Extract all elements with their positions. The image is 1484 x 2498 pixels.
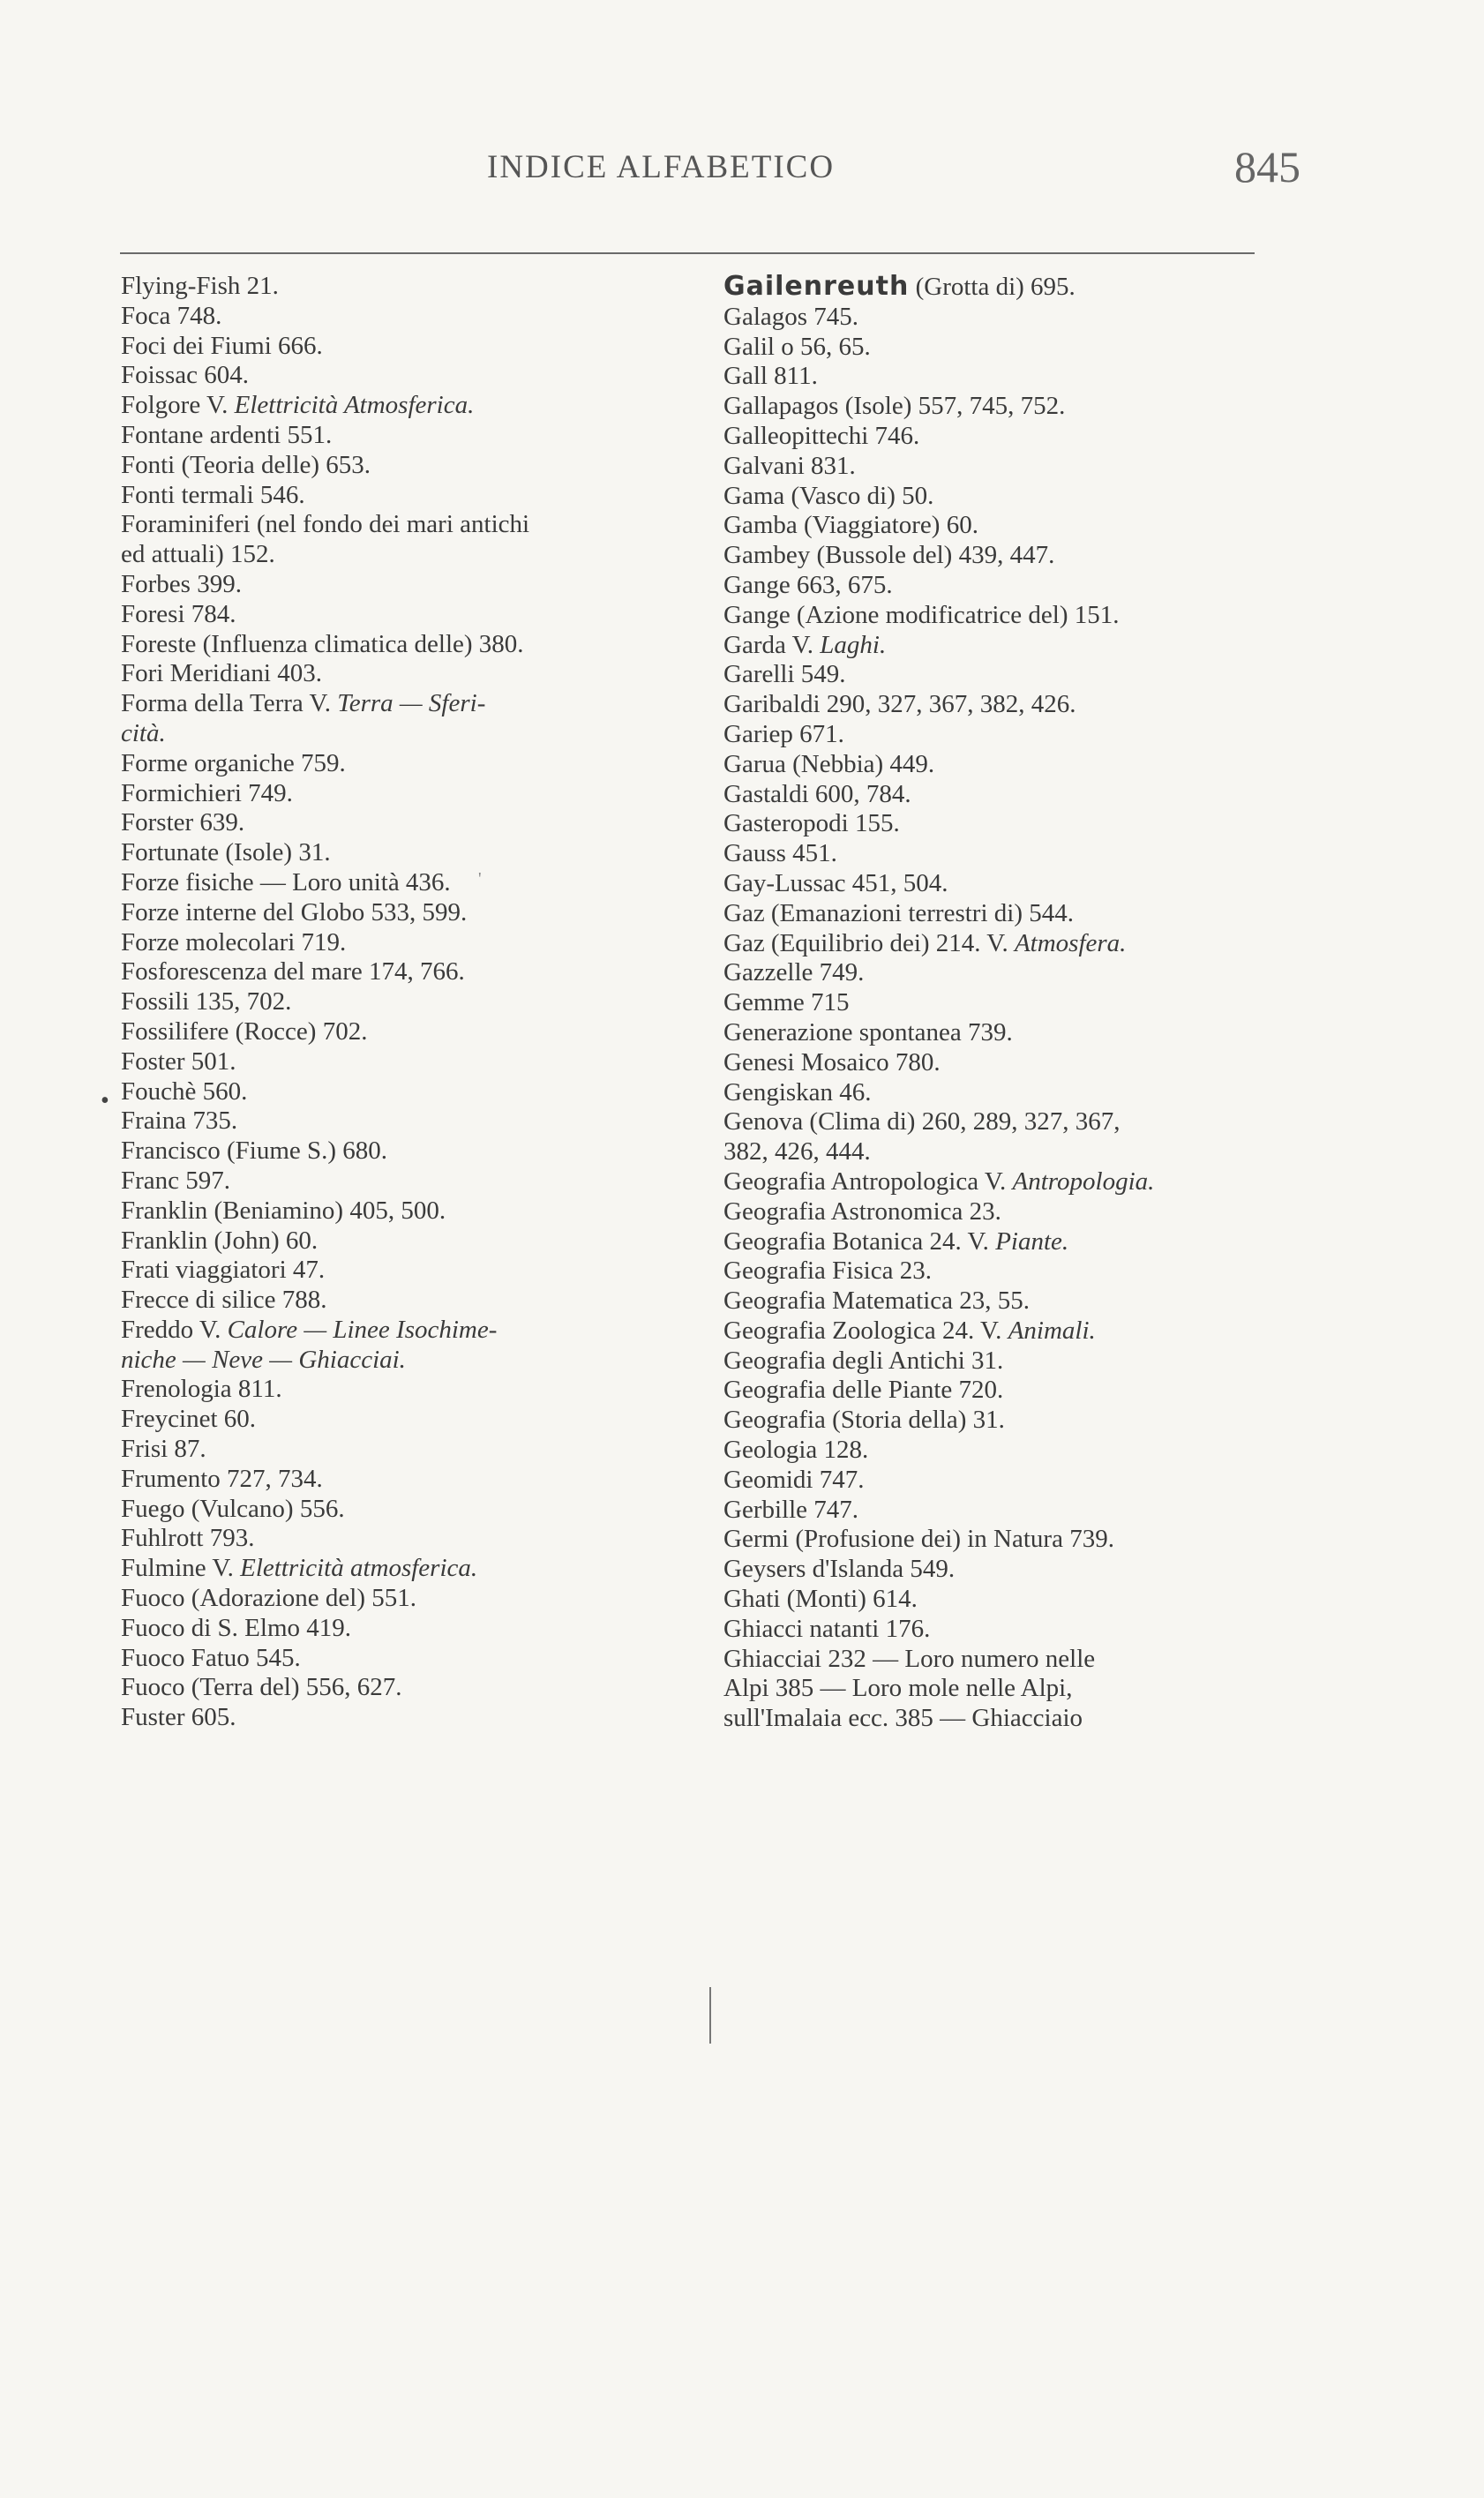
entry-text: Geografia degli Antichi 31. <box>723 1346 1004 1375</box>
index-entry <box>723 1317 1279 1347</box>
index-entry <box>723 362 1279 392</box>
entry-text: Franc 597. <box>121 1166 231 1195</box>
index-entry <box>121 272 677 302</box>
index-entry <box>723 1018 1279 1048</box>
entry-text: (Grotta di) 695. <box>909 273 1076 301</box>
index-entry <box>121 1047 677 1077</box>
index-entry <box>121 1166 677 1196</box>
margin-dot-mark: • <box>101 1087 109 1114</box>
index-entry <box>723 303 1279 333</box>
index-entry <box>121 600 677 630</box>
entry-text: Geografia Astronomica 23. <box>723 1196 1001 1226</box>
entry-text: Forbes 399. <box>121 569 242 598</box>
index-entry <box>121 1136 677 1166</box>
index-entry <box>723 1645 1279 1675</box>
entry-text: Gazzelle 749. <box>723 958 865 987</box>
entry-text: sull'Imalaia ecc. 385 — Ghiacciaio <box>723 1704 1083 1733</box>
index-entry <box>121 898 677 928</box>
entry-text: Fossilifere (Rocce) 702. <box>121 1016 368 1046</box>
entry-text: Geomidi 747. <box>723 1465 865 1494</box>
index-entry <box>121 1614 677 1644</box>
index-entry <box>723 1496 1279 1526</box>
entry-text: Gerbille 747. <box>723 1495 859 1524</box>
entry-text: Gaz (Emanazioni terrestri di) 544. <box>723 898 1074 927</box>
entry-text: Fuoco di S. Elmo 419. <box>121 1613 352 1642</box>
page-header <box>0 141 1484 203</box>
index-entry-continuation <box>121 540 677 570</box>
entry-text: Galagos 745. <box>723 302 859 331</box>
index-entry <box>121 1703 677 1733</box>
entry-text: Garda V. <box>723 630 821 659</box>
entry-text: Fulmine V. <box>121 1554 241 1583</box>
entry-text: Frenologia 811. <box>121 1375 282 1404</box>
entry-text: Geografia Zoologica 24. V. <box>723 1316 1008 1345</box>
entry-cross-reference: Calore — Linee Isochime- <box>227 1315 498 1344</box>
entry-text: ed attuali) 152. <box>121 540 275 569</box>
entry-text: Geografia Matematica 23, 55. <box>723 1287 1031 1316</box>
entry-text: Gambey (Bussole del) 439, 447. <box>723 541 1055 570</box>
entry-cross-reference: Terra — Sferi- <box>337 689 486 718</box>
entry-text: Fossili 135, 702. <box>121 987 292 1016</box>
index-entry <box>723 601 1279 631</box>
entry-text: Forze fisiche — Loro unità 436. <box>121 867 451 896</box>
index-entry <box>723 839 1279 869</box>
entry-text: Gallapagos (Isole) 557, 745, 752. <box>723 392 1066 421</box>
entry-text: Gauss 451. <box>723 839 837 868</box>
index-entry <box>121 1256 677 1286</box>
index-entry <box>723 1466 1279 1496</box>
index-entry <box>723 1048 1279 1078</box>
entry-text: Freddo V. <box>121 1315 228 1344</box>
index-entry <box>723 1585 1279 1615</box>
entry-text: Forma della Terra V. <box>121 689 338 718</box>
entry-lead-term: Gailenreuth <box>723 271 910 302</box>
entry-text: Generazione spontanea 739. <box>723 1017 1013 1046</box>
index-entry <box>723 1107 1279 1137</box>
entry-text: Forster 639. <box>121 808 245 837</box>
index-entry <box>723 1287 1279 1317</box>
index-entry <box>121 779 677 809</box>
index-entry <box>723 988 1279 1018</box>
index-entry-continuation <box>723 1704 1279 1734</box>
entry-text: Forme organiche 759. <box>121 748 346 777</box>
index-entry <box>121 1077 677 1107</box>
entry-text: Fuoco Fatuo 545. <box>121 1643 301 1672</box>
entry-text: Francisco (Fiume S.) 680. <box>121 1136 388 1166</box>
index-entry <box>121 1405 677 1435</box>
index-entry <box>723 780 1279 810</box>
index-entry <box>723 1615 1279 1645</box>
entry-text: Foissac 604. <box>121 361 249 390</box>
entry-text: Gama (Vasco di) 50. <box>723 481 934 510</box>
index-entry <box>121 1673 677 1703</box>
index-entry <box>121 928 677 958</box>
index-entry <box>723 272 1279 303</box>
index-entry <box>723 452 1279 482</box>
entry-text: Galvani 831. <box>723 451 856 480</box>
entry-text: Gange (Azione modificatrice del) 151. <box>723 600 1120 629</box>
entry-cross-reference: cità. <box>121 718 166 747</box>
entry-text: Geografia Antropologica V. <box>723 1166 1013 1196</box>
entry-cross-reference: Piante. <box>995 1226 1069 1256</box>
stray-print-mark: ' <box>478 869 482 889</box>
entry-text: Genova (Clima di) 260, 289, 327, 367, <box>723 1107 1120 1136</box>
entry-text: Garibaldi 290, 327, 367, 382, 426. <box>723 690 1076 719</box>
entry-text: Gange 663, 675. <box>723 570 893 599</box>
entry-text: Franklin (Beniamino) 405, 500. <box>121 1196 446 1225</box>
index-entry <box>121 1196 677 1226</box>
index-entry <box>121 391 677 421</box>
index-entry <box>121 510 677 540</box>
index-entry <box>723 541 1279 571</box>
entry-text: Gemme 715 <box>723 988 850 1017</box>
index-entry <box>121 659 677 689</box>
index-entry <box>121 1106 677 1136</box>
entry-text: Folgore V. <box>121 391 235 420</box>
page-number: 845 <box>1234 142 1300 191</box>
entry-text: Ghati (Monti) 614. <box>723 1585 918 1614</box>
entry-text: Gengiskan 46. <box>723 1077 872 1106</box>
index-entry <box>723 422 1279 452</box>
entry-text: Geologia 128. <box>723 1436 869 1465</box>
index-entry <box>723 690 1279 720</box>
index-entry <box>723 1525 1279 1555</box>
entry-text: Germi (Profusione dei) in Natura 739. <box>723 1525 1114 1554</box>
entry-text: Foci dei Fiumi 666. <box>121 331 323 360</box>
entry-cross-reference: Atmosfera. <box>1014 928 1127 957</box>
entry-text: Foster 501. <box>121 1046 236 1076</box>
entry-cross-reference: Elettricità Atmosferica. <box>234 391 475 420</box>
entry-text: Frecce di silice 788. <box>121 1286 327 1315</box>
index-entry <box>723 1197 1279 1227</box>
index-entry <box>121 689 677 719</box>
entry-text: Foraminiferi (nel fondo dei mari antichi <box>121 510 530 539</box>
entry-text: Fuoco (Adorazione del) 551. <box>121 1584 417 1613</box>
index-entry <box>121 1286 677 1316</box>
entry-text: Galil o 56, 65. <box>723 332 871 361</box>
entry-text: Geografia delle Piante 720. <box>723 1376 1004 1405</box>
index-entry <box>121 570 677 600</box>
index-entry <box>723 958 1279 988</box>
index-entry <box>121 1584 677 1614</box>
index-entry <box>723 660 1279 690</box>
index-entry <box>723 899 1279 929</box>
index-entry <box>121 1644 677 1674</box>
index-entry <box>723 1436 1279 1466</box>
index-entry-continuation <box>121 1346 677 1376</box>
entry-text: Frisi 87. <box>121 1435 206 1464</box>
entry-text: Geysers d'Islanda 549. <box>723 1555 956 1584</box>
entry-text: Fortunate (Isole) 31. <box>121 838 331 867</box>
header-rule <box>120 252 1255 254</box>
entry-text: Gasteropodi 155. <box>723 809 900 838</box>
index-entry <box>121 1017 677 1047</box>
entry-text: Gay-Lussac 451, 504. <box>723 868 948 897</box>
entry-text: Forze interne del Globo 533, 599. <box>121 897 468 926</box>
index-entry <box>723 392 1279 422</box>
entry-text: Geografia Fisica 23. <box>723 1257 932 1286</box>
index-entry <box>723 1078 1279 1108</box>
entry-text: Geografia (Storia della) 31. <box>723 1406 1005 1435</box>
index-entry <box>723 1406 1279 1436</box>
entry-text: Freycinet 60. <box>121 1405 257 1434</box>
index-entry <box>121 630 677 660</box>
entry-text: Geografia Botanica 24. V. <box>723 1226 996 1256</box>
index-entry <box>723 750 1279 780</box>
entry-text: Alpi 385 — Loro mole nelle Alpi, <box>723 1674 1073 1703</box>
index-entry <box>723 333 1279 363</box>
entry-text: Galleopittechi 746. <box>723 421 920 450</box>
entry-text: Flying-Fish 21. <box>121 272 279 300</box>
index-entry <box>121 749 677 779</box>
index-entry <box>723 1167 1279 1197</box>
entry-text: Fuoco (Terra del) 556, 627. <box>121 1673 402 1702</box>
index-entry <box>121 451 677 481</box>
index-entry <box>121 1435 677 1465</box>
index-entry-continuation <box>121 719 677 749</box>
entry-cross-reference: Laghi. <box>820 630 887 659</box>
index-entry <box>121 1554 677 1584</box>
entry-text: Fuster 605. <box>121 1703 236 1732</box>
entry-text: Gamba (Viaggiatore) 60. <box>723 511 978 540</box>
index-entry <box>723 1257 1279 1287</box>
index-entry <box>121 361 677 391</box>
index-column-right <box>723 272 1279 1734</box>
entry-text: Fouchè 560. <box>121 1076 248 1106</box>
entry-cross-reference: Elettricità atmosferica. <box>240 1554 478 1583</box>
entry-text: Forze molecolari 719. <box>121 927 347 956</box>
entry-text: Foca 748. <box>121 301 222 330</box>
entry-text: Frumento 727, 734. <box>121 1464 323 1493</box>
entry-text: Foreste (Influenza climatica delle) 380. <box>121 629 524 658</box>
entry-text: Gaz (Equilibrio dei) 214. V. <box>723 928 1015 957</box>
index-entry <box>723 1376 1279 1406</box>
entry-text: Frati viaggiatori 47. <box>121 1256 326 1285</box>
index-entry <box>723 631 1279 661</box>
entry-text: Fosforescenza del mare 174, 766. <box>121 957 465 986</box>
entry-text: Fuego (Vulcano) 556. <box>121 1494 345 1523</box>
index-entry <box>121 481 677 511</box>
index-entry <box>723 809 1279 839</box>
index-entry-continuation <box>723 1674 1279 1704</box>
index-entry <box>723 1227 1279 1257</box>
index-entry <box>723 1347 1279 1377</box>
entry-cross-reference: Animali. <box>1008 1316 1096 1345</box>
index-entry <box>723 482 1279 512</box>
margin-bar-mark <box>709 1987 711 2044</box>
index-entry <box>121 868 677 898</box>
index-entry <box>723 929 1279 959</box>
entry-text: Genesi Mosaico 780. <box>723 1047 941 1076</box>
entry-text: Gall 811. <box>723 362 818 391</box>
index-entry <box>121 1226 677 1257</box>
entry-text: Fraina 735. <box>121 1106 238 1136</box>
index-entry <box>723 1555 1279 1585</box>
index-entry <box>121 808 677 838</box>
index-entry <box>723 720 1279 750</box>
running-title: INDICE ALFABETICO <box>487 149 836 185</box>
index-entry <box>723 511 1279 541</box>
index-entry <box>723 869 1279 899</box>
index-entry <box>121 1495 677 1525</box>
index-entry <box>723 571 1279 601</box>
entry-text: Gariep 671. <box>723 719 844 748</box>
index-entry <box>121 332 677 362</box>
index-entry <box>121 302 677 332</box>
entry-text: Fontane ardenti 551. <box>121 420 333 449</box>
entry-text: Foresi 784. <box>121 599 236 628</box>
index-entry <box>121 1524 677 1554</box>
entry-cross-reference: niche — Neve — Ghiacciai. <box>121 1345 406 1374</box>
index-entry <box>121 1465 677 1495</box>
entry-text: Fonti termali 546. <box>121 480 305 509</box>
entry-text: 382, 426, 444. <box>723 1137 871 1166</box>
entry-text: Franklin (John) 60. <box>121 1226 319 1255</box>
entry-cross-reference: Antropologia. <box>1012 1166 1155 1196</box>
index-entry <box>121 1375 677 1405</box>
entry-text: Garua (Nebbia) 449. <box>723 749 935 778</box>
entry-text: Garelli 549. <box>723 660 846 689</box>
entry-text: Fori Meridiani 403. <box>121 659 322 688</box>
entry-text: Ghiacciai 232 — Loro numero nelle <box>723 1644 1096 1673</box>
index-entry-continuation <box>723 1137 1279 1167</box>
entry-text: Ghiacci natanti 176. <box>723 1614 931 1643</box>
entry-text: Fonti (Teoria delle) 653. <box>121 450 371 479</box>
index-column-left <box>121 272 677 1733</box>
entry-text: Fuhlrott 793. <box>121 1524 255 1553</box>
index-entry <box>121 838 677 868</box>
index-entry <box>121 987 677 1017</box>
index-entry <box>121 421 677 451</box>
index-entry <box>121 957 677 987</box>
index-entry <box>121 1316 677 1346</box>
entry-text: Formichieri 749. <box>121 778 293 807</box>
entry-text: Gastaldi 600, 784. <box>723 779 911 808</box>
